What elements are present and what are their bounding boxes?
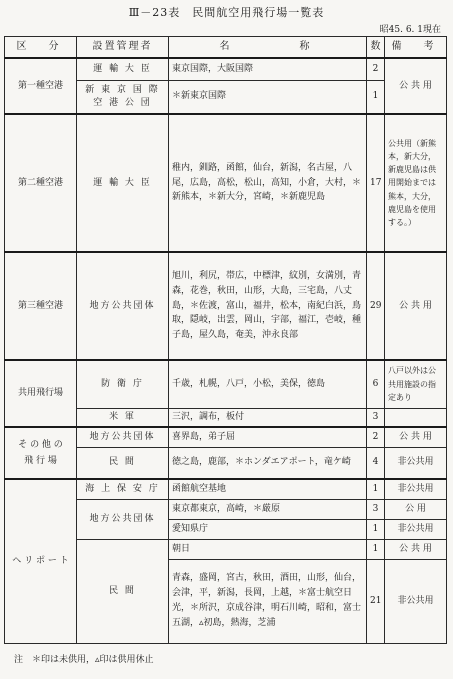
count-cell: 21 <box>367 559 385 643</box>
names-cell: 千歳，札幌，八戸，小松，美保，徳島 <box>169 360 367 408</box>
table-title: Ⅲ－23表 民間航空用飛行場一覧表 <box>128 6 325 19</box>
admin-cell: 米 軍 <box>77 408 169 427</box>
admin-cell: 運 輸 大 臣 <box>77 58 169 80</box>
names-cell: 朝日 <box>169 539 367 559</box>
header-category: 区 分 <box>5 37 77 59</box>
names-cell: 愛知県庁 <box>169 519 367 539</box>
remark-cell: 公共用（新熊本，新大分，新鹿児島は供用開始までは熊本，大分，鹿児島を使用する。） <box>385 114 447 252</box>
remark-cell: 非公共用 <box>385 447 447 479</box>
names-cell: 旭川，利尻，帯広，中標津，紋別，女満別，青森，花巻，秋田，山形，大島，三宅島，八丈島，＊佐渡，富山，福井，松本，南紀白浜，鳥取，隠岐，出雲，岡山，宇部，福江，壱岐，種子島，屋久島，奄美，沖永良部 <box>169 252 367 360</box>
admin-cell: 民 間 <box>77 447 169 479</box>
admin-cell: 運 輸 大 臣 <box>77 114 169 252</box>
count-cell: 17 <box>367 114 385 252</box>
category-type3: 第三種空港 <box>5 252 77 360</box>
remark-cell: 非公共用 <box>385 479 447 499</box>
remark-cell: 公 用 <box>385 499 447 519</box>
admin-cell: 海 上 保 安 庁 <box>77 479 169 499</box>
remark-cell: 公 共 用 <box>385 58 447 114</box>
remark-cell: 非公共用 <box>385 559 447 643</box>
admin-cell: 地方公共団体 <box>77 427 169 447</box>
remark-cell: 公 共 用 <box>385 427 447 447</box>
category-type2: 第二種空港 <box>5 114 77 252</box>
header-admin: 設置管理者 <box>77 37 169 59</box>
category-heliport: ヘ リ ポ ー ト <box>5 479 77 643</box>
names-cell: 函館航空基地 <box>169 479 367 499</box>
remark-cell: 公 共 用 <box>385 539 447 559</box>
remark-cell <box>385 408 447 427</box>
count-cell: 2 <box>367 58 385 80</box>
names-cell: 青森，盛岡，宮古，秋田，酒田，山形，仙台，会津，平，新潟，長岡，上越，＊富士航空日光，＊所沢，京成谷津，明石川崎，昭和，富士五湖，▵初島，熱海，芝浦 <box>169 559 367 643</box>
as-of-date: 昭45. 6. 1現在 <box>379 25 441 35</box>
count-cell: 1 <box>367 519 385 539</box>
count-cell: 3 <box>367 408 385 427</box>
category-type1: 第一種空港 <box>5 58 77 114</box>
count-cell: 6 <box>367 360 385 408</box>
count-cell: 3 <box>367 499 385 519</box>
count-cell: 1 <box>367 80 385 114</box>
footnote: 注 ＊印は未供用，▵印は供用休止 <box>14 655 154 665</box>
count-cell: 2 <box>367 427 385 447</box>
count-cell: 1 <box>367 479 385 499</box>
names-cell: 東京国際，大阪国際 <box>169 58 367 80</box>
category-shared: 共用飛行場 <box>5 360 77 427</box>
header-names: 名 称 <box>169 37 367 59</box>
names-cell: 東京都東京，高崎，＊厳原 <box>169 499 367 519</box>
count-cell: 4 <box>367 447 385 479</box>
count-cell: 1 <box>367 539 385 559</box>
remark-cell: 公 共 用 <box>385 252 447 360</box>
remark-cell: 八戸以外は公共用施設の指定あり <box>385 360 447 408</box>
count-cell: 29 <box>367 252 385 360</box>
header-remarks: 備 考 <box>385 37 447 59</box>
airfield-table <box>4 36 447 644</box>
names-cell: 喜界島，弟子屈 <box>169 427 367 447</box>
names-cell: 徳之島，鹿部，＊ホンダエアポート，竜ケ崎 <box>169 447 367 479</box>
admin-cell: 民 間 <box>77 539 169 643</box>
admin-cell: 新 東 京 国 際 空 港 公 団 <box>77 80 169 114</box>
names-cell: ＊新東京国際 <box>169 80 367 114</box>
admin-cell: 地方公共団体 <box>77 499 169 539</box>
remark-cell: 非公共用 <box>385 519 447 539</box>
names-cell: 稚内，釧路，函館，仙台，新潟，名古屋，八尾，広島，高松，松山，高知，小倉，大村，＊新熊本，＊新大分，宮崎，＊新鹿児島 <box>169 114 367 252</box>
admin-cell: 防 衛 庁 <box>77 360 169 408</box>
category-other: そ の 他 の 飛 行 場 <box>5 427 77 479</box>
names-cell: 三沢，調布，板付 <box>169 408 367 427</box>
admin-cell: 地方公共団体 <box>77 252 169 360</box>
header-count: 数 <box>367 37 385 59</box>
